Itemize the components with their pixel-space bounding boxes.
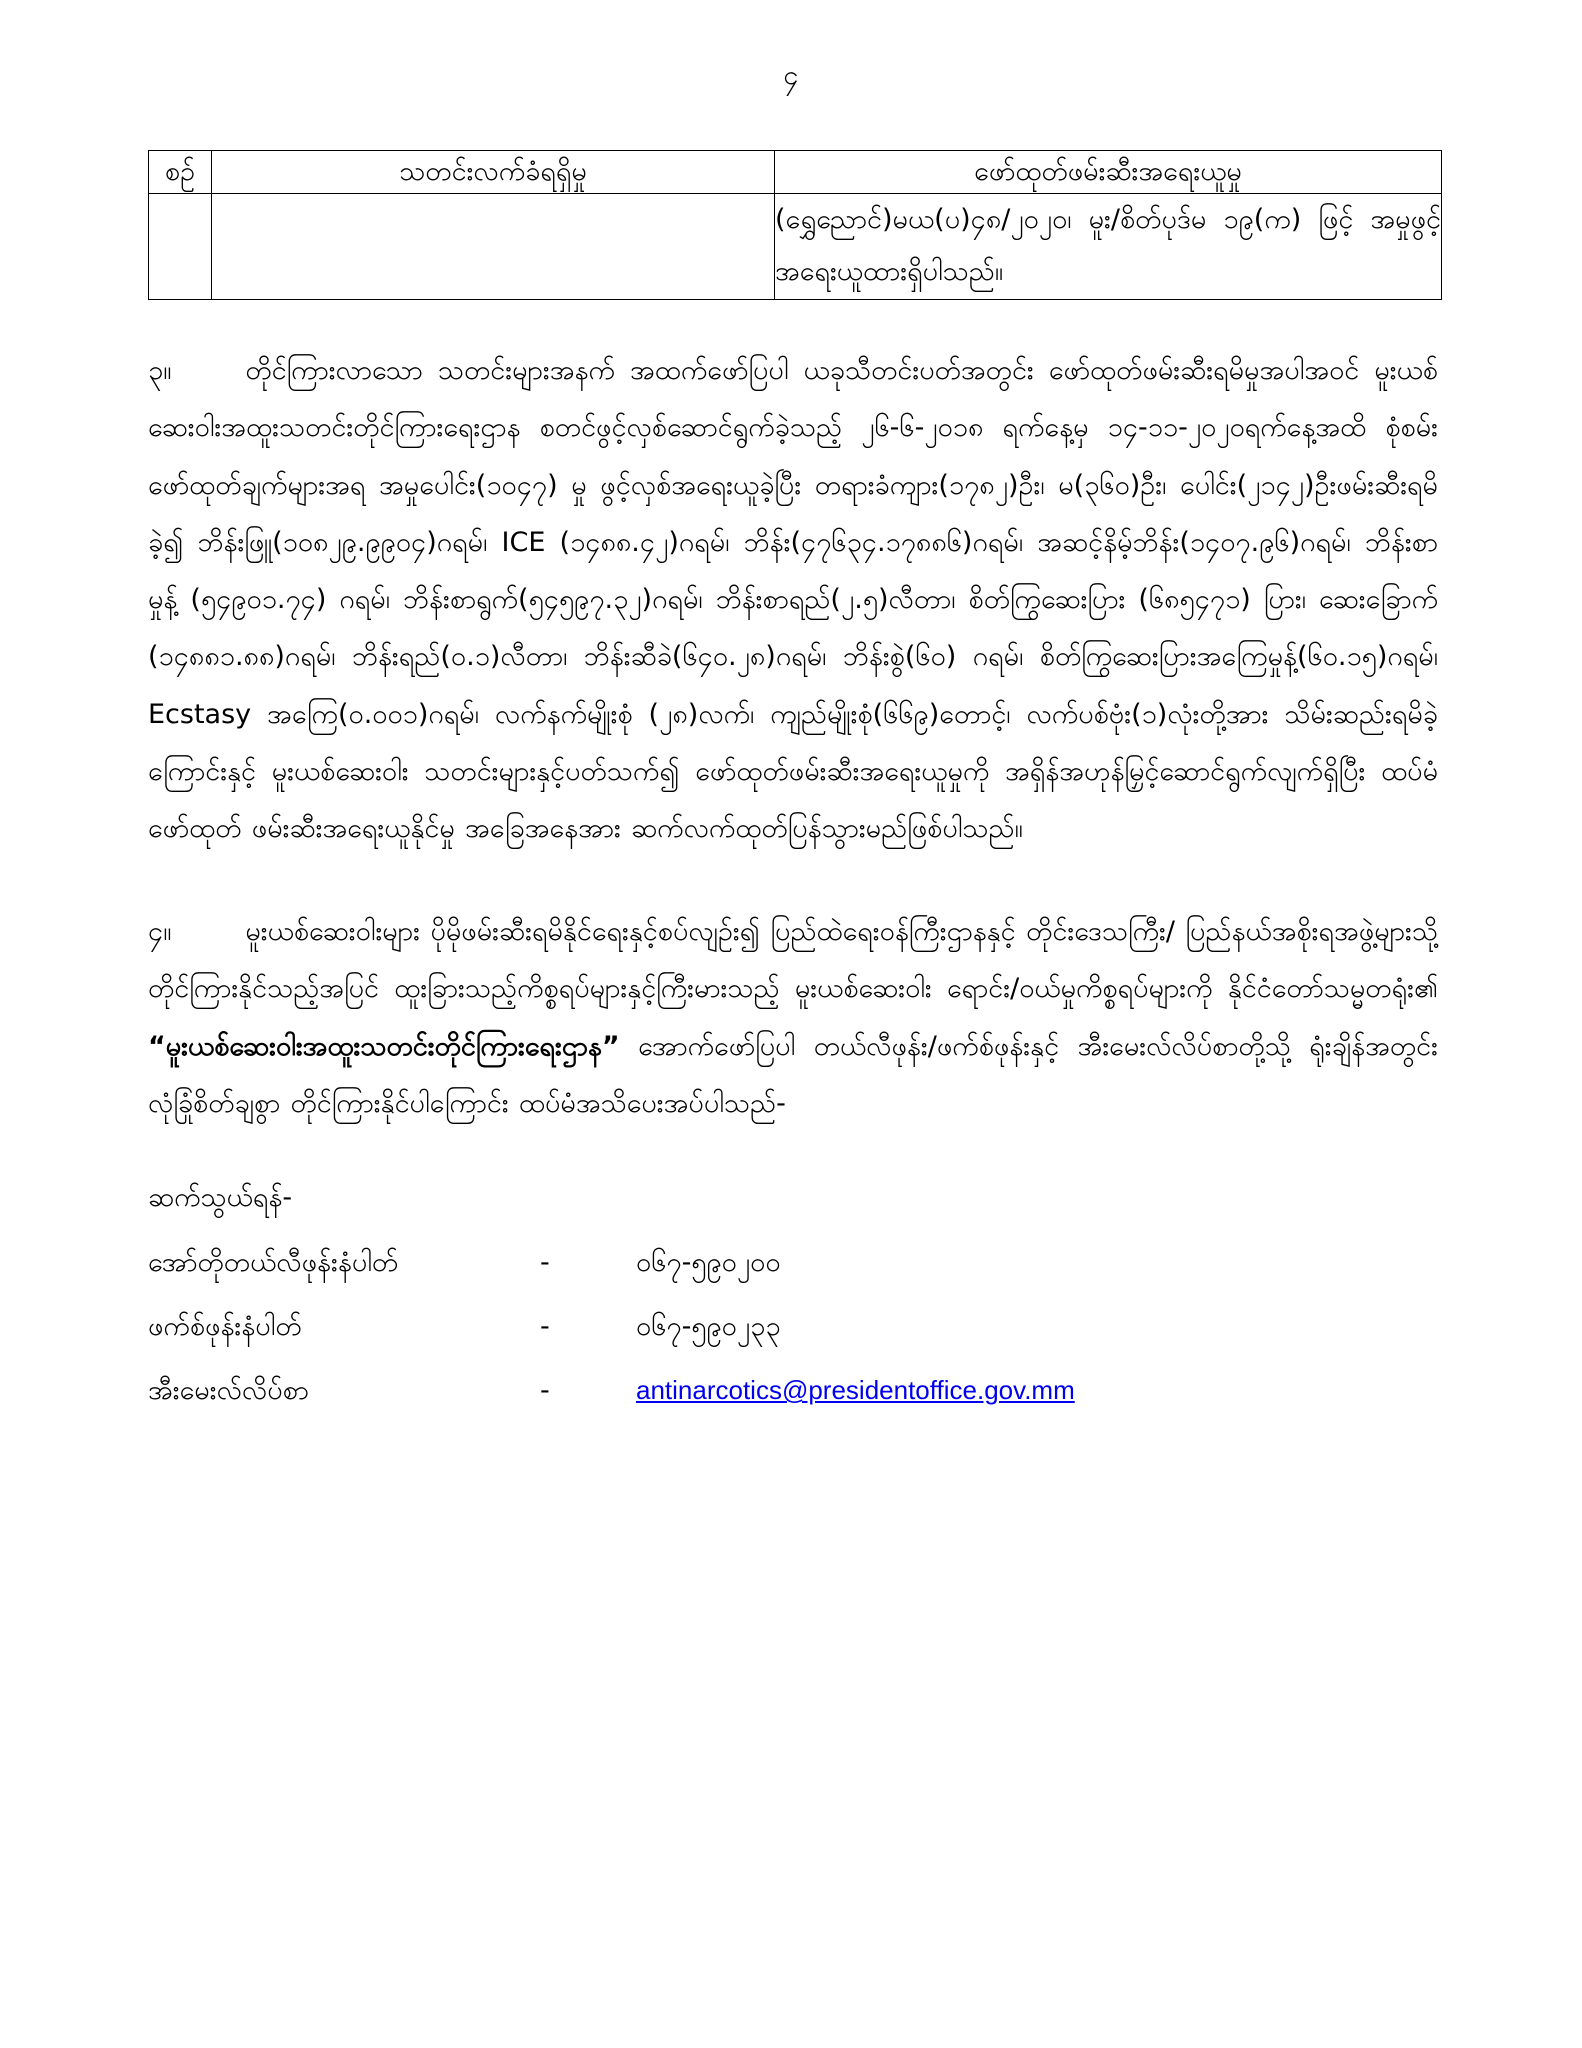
email-link[interactable]: antinarcotics@presidentoffice.gov.mm <box>636 1375 1075 1406</box>
cell-case-action: (ရွှေညောင်)မယ(ပ)၄၈/၂၀၂၀၊ မူး/စိတ်ပုဒ်မ ၁၉(က) ဖြင့် အမှုဖွင့် အရေးယူထားရှိပါသည်။ <box>775 193 1442 299</box>
contact-table-body <box>148 1231 1075 1423</box>
paragraph-4-department-name: “မူးယစ်ဆေးဝါးအထူးသတင်းတိုင်ကြားရေးဌာန” <box>148 1030 620 1062</box>
contact-row-email <box>148 1359 1075 1423</box>
contact-label-email: အီးမေးလ်လိပ်စာ <box>148 1375 309 1407</box>
contact-dash: - <box>540 1375 550 1407</box>
contact-label-phone: အော်တိုတယ်လီဖုန်းနံပါတ် <box>148 1247 399 1279</box>
contact-dash: - <box>540 1247 550 1279</box>
contact-label-fax: ဖက်စ်ဖုန်းနံပါတ် <box>148 1311 302 1343</box>
table-header-row <box>149 151 1442 194</box>
table-row <box>149 193 1442 299</box>
cell-news-received <box>212 193 775 299</box>
table-body <box>149 193 1442 299</box>
contact-row-phone <box>148 1231 1075 1295</box>
column-header-no: စဉ် <box>149 151 212 194</box>
report-table <box>148 150 1442 300</box>
contact-dash: - <box>540 1311 550 1343</box>
table-head <box>149 151 1442 194</box>
paragraph-3-text: တိုင်ကြားလာသော သတင်းများအနက် အထက်ဖော်ပြပါ ယခုသီတင်းပတ်အတွင်း ဖော်ထုတ်ဖမ်းဆီးရမိမှုအပါအဝင် မူးယစ်ဆေးဝါးအထူးသတင်းတိုင်ကြားရေးဌာန စတင်ဖွင့်လှစ်ဆောင်ရွက်ခဲ့သည့် ၂၆-၆-၂၀၁၈ ရက်နေ့မှ ၁၄-၁၁-၂၀၂၀ရက်နေ့အထိ စုံစမ်းဖော်ထုတ်ချက်များအရ အမှုပေါင်း(၁၀၄၇) မှု ဖွင့်လှစ်အရေးယူခဲ့ပြီး တရားခံကျား(၁၇၈၂)ဦး၊ မ(၃၆၀)ဦး၊ ပေါင်း(၂၁၄၂)ဦးဖမ်းဆီးရမိခဲ့၍ ဘိန်းဖြူ(၁၀၈၂၉.၉၉၀၄)ဂရမ်၊ ICE (၁၄၈၈.၄၂)ဂရမ်၊ ဘိန်း(၄၇၆၃၄.၁၇၈၈၆)ဂရမ်၊ အဆင့်နိမ့်ဘိန်း(၁၄၀၇.၉၆)ဂရမ်၊ ဘိန်းစာမှုန့် (၅၄၉၀၁.၇၄) ဂရမ်၊ ဘိန်းစာရွက်(၅၄၅၉၇.၃၂)ဂရမ်၊ ဘိန်းစာရည်(၂.၅)လီတာ၊ စိတ်ကြွဆေးပြား (၆၈၅၄၇၁) ပြား၊ ဆေးခြောက် (၁၄၈၈၁.၈၈)ဂရမ်၊ ဘိန်းရည်(၀.၁)လီတာ၊ ဘိန်းဆီခဲ(၆၄၀.၂၈)ဂရမ်၊ ဘိန်းစွဲ(၆၀) ဂရမ်၊ စိတ်ကြွဆေးပြားအကြေမှုန့်(၆၀.၁၅)ဂရမ်၊ Ecstasy အကြေ(၀.၀၀၁)ဂရမ်၊ လက်နက်မျိုးစုံ (၂၈)လက်၊ ကျည်မျိုးစုံ(၆၆၉)တောင့်၊ လက်ပစ်ဗုံး(၁)လုံးတို့အား သိမ်းဆည်းရမိခဲ့ကြောင်းနှင့် မူးယစ်ဆေးဝါး သတင်းများနှင့်ပတ်သက်၍ ဖော်ထုတ်ဖမ်းဆီးအရေးယူမှုကို အရှိန်အဟုန်မြှင့်ဆောင်ရွက်လျက်ရှိပြီး ထပ်မံဖော်ထုတ် ဖမ်းဆီးအရေးယူနိုင်မှု အခြေအနေအား ဆက်လက်ထုတ်ပြန်သွားမည်ဖြစ်ပါသည်။ <box>148 355 1438 844</box>
contact-value-fax: ၀၆၇-၅၉၀၂၃၃ <box>636 1311 781 1343</box>
contact-value-email-cell <box>636 1359 1075 1423</box>
paragraph-4 <box>148 903 1438 1132</box>
page-content <box>148 150 1441 1423</box>
column-header-news-received: သတင်းလက်ခံရရှိမှု <box>212 151 775 194</box>
cell-no <box>149 193 212 299</box>
column-header-case-action: ဖော်ထုတ်ဖမ်းဆီးအရေးယူမှု <box>775 151 1442 194</box>
paragraph-3 <box>148 342 1438 857</box>
page-number: ၄ <box>783 60 799 91</box>
paragraph-4-text-b: အောက်ဖော်ပြပါ တယ်လီဖုန်း/ဖက်စ်ဖုန်းနှင့် အီးမေးလ်လိပ်စာတို့သို့ ရုံးချိန်အတွင်း လုံခြုံစိတ်ချစွာ တိုင်ကြားနိုင်ပါကြောင်း ထပ်မံအသိပေးအပ်ပါသည်- <box>148 1030 1438 1119</box>
paragraph-3-number: ၃။ <box>148 355 172 387</box>
contact-value-phone: ၀၆၇-၅၉၀၂၀၀ <box>636 1247 781 1279</box>
paragraph-4-text-a: မူးယစ်ဆေးဝါးများ ပိုမိုဖမ်းဆီးရမိနိုင်ရေးနှင့်စပ်လျဉ်း၍ ပြည်ထဲရေးဝန်ကြီးဌာနနှင့် တိုင်းဒေသကြီး/ ပြည်နယ်အစိုးရအဖွဲ့များသို့ တိုင်ကြားနိုင်သည့်အပြင် ထူးခြားသည့်ကိစ္စရပ်များနှင့်ကြီးမားသည့် မူးယစ်ဆေးဝါး ရောင်း/ဝယ်မှုကိစ္စရပ်များကို နိုင်ငံတော်သမ္မတရုံး၏ <box>148 916 1438 1005</box>
contact-heading: ဆက်သွယ်ရန်- <box>148 1182 293 1214</box>
contact-table <box>148 1231 1075 1423</box>
contact-row-fax <box>148 1295 1075 1359</box>
paragraph-4-number: ၄။ <box>148 916 172 948</box>
